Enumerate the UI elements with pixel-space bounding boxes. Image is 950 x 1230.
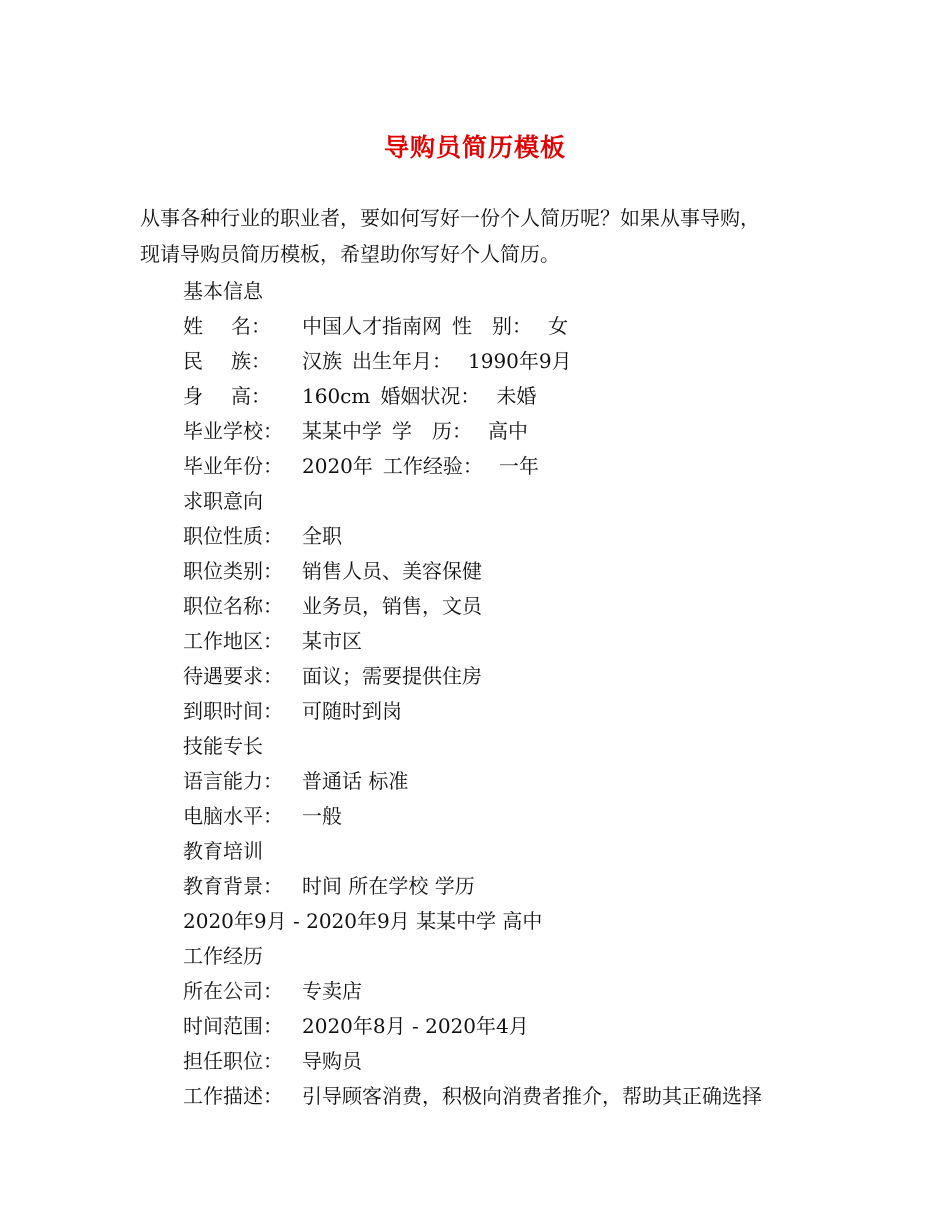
field-value: 导购员 xyxy=(302,1049,362,1073)
row-height-marital xyxy=(183,379,843,414)
school-value: 某某中学 xyxy=(302,419,382,443)
field-value: 专卖店 xyxy=(302,979,362,1003)
field-label: 工作地区： xyxy=(183,629,283,653)
row-name-gender xyxy=(183,309,843,344)
field-label: 语言能力： xyxy=(183,769,283,793)
field-value: 2020年8月 - 2020年4月 xyxy=(302,1014,529,1038)
section-heading-basic: 基本信息 xyxy=(183,279,263,303)
field-value: 面议；需要提供住房 xyxy=(302,664,482,688)
resume-body xyxy=(183,274,843,1114)
field-row xyxy=(183,799,843,834)
field-label: 电脑水平： xyxy=(183,804,283,828)
education-record: 2020年9月 - 2020年9月 某某中学 高中 xyxy=(183,909,543,933)
field-value: 全职 xyxy=(302,524,342,548)
intro-line: 现请导购员简历模板，希望助你写好个人简历。 xyxy=(140,242,560,266)
field-value: 可随时到岗 xyxy=(302,699,402,723)
gender-value: 女 xyxy=(548,314,568,338)
field-value: 时间 所在学校 学历 xyxy=(302,874,475,898)
field-row xyxy=(183,624,843,659)
field-row xyxy=(183,659,843,694)
section-heading-education: 教育培训 xyxy=(183,839,263,863)
field-row xyxy=(183,694,843,729)
field-row xyxy=(183,589,843,624)
marital-label: 婚姻状况： xyxy=(380,384,481,408)
birth-label: 出生年月： xyxy=(352,349,452,373)
field-row xyxy=(183,869,843,904)
row-school-degree xyxy=(183,414,843,449)
name-value: 中国人才指南网 xyxy=(302,314,442,338)
field-row xyxy=(183,1079,843,1114)
gender-label: 性 别： xyxy=(452,314,532,338)
field-label: 工作描述： xyxy=(183,1084,283,1108)
ethnic-value: 汉族 xyxy=(302,349,342,373)
field-label: 职位名称： xyxy=(183,594,283,618)
field-row xyxy=(183,764,843,799)
field-label: 职位类别： xyxy=(183,559,283,583)
ethnic-label: 民 族： xyxy=(183,349,271,373)
field-row xyxy=(183,554,843,589)
grad-year-label: 毕业年份： xyxy=(183,454,283,478)
field-value: 一般 xyxy=(302,804,342,828)
name-label: 姓 名： xyxy=(183,314,271,338)
school-label: 毕业学校： xyxy=(183,419,283,443)
birth-value: 1990年9月 xyxy=(468,349,572,373)
field-row xyxy=(183,1044,843,1079)
experience-label: 工作经验： xyxy=(382,454,483,478)
section-heading-skills: 技能专长 xyxy=(183,734,263,758)
row-ethnic-birth xyxy=(183,344,843,379)
row-gradyear-experience xyxy=(183,449,843,484)
field-row xyxy=(183,1009,843,1044)
field-value: 销售人员、美容保健 xyxy=(302,559,482,583)
field-row xyxy=(183,519,843,554)
section-heading-intention: 求职意向 xyxy=(183,489,263,513)
height-value: 160cm xyxy=(302,384,371,408)
field-value: 业务员，销售，文员 xyxy=(302,594,482,618)
document-title: 导购员简历模板 xyxy=(383,133,566,162)
marital-value: 未婚 xyxy=(496,384,537,408)
field-label: 职位性质： xyxy=(183,524,283,548)
field-row xyxy=(183,974,843,1009)
field-value: 普通话 标准 xyxy=(302,769,409,793)
field-value: 引导顾客消费，积极向消费者推介，帮助其正确选择 xyxy=(302,1084,762,1108)
degree-label: 学 历： xyxy=(392,419,472,443)
intro-paragraph xyxy=(140,200,820,272)
field-value: 某市区 xyxy=(302,629,362,653)
degree-value: 高中 xyxy=(488,419,528,443)
grad-year-value: 2020年 xyxy=(302,454,373,478)
field-label: 担任职位： xyxy=(183,1049,283,1073)
section-heading-work: 工作经历 xyxy=(183,944,263,968)
field-label: 待遇要求： xyxy=(183,664,283,688)
intro-line: 从事各种行业的职业者，要如何写好一份个人简历呢？如果从事导购， xyxy=(140,206,760,230)
experience-value: 一年 xyxy=(498,454,539,478)
field-label: 教育背景： xyxy=(183,874,283,898)
field-label: 所在公司： xyxy=(183,979,283,1003)
field-label: 时间范围： xyxy=(183,1014,283,1038)
field-label: 到职时间： xyxy=(183,699,283,723)
height-label: 身 高： xyxy=(183,384,271,408)
